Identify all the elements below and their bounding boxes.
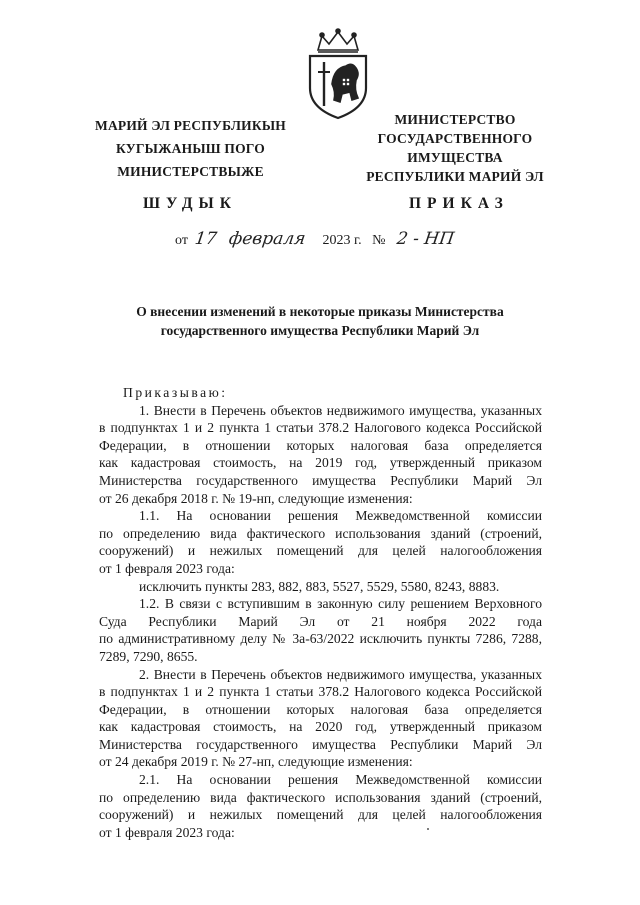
header-right-line: ИМУЩЕСТВА [407, 150, 503, 165]
body-line: 1.1. На основании решения Межведомственной комиссии [139, 508, 542, 524]
body-line: Федерации, в отношении которых налоговая база определяется [99, 437, 542, 453]
dateline-number-sign: № [372, 233, 386, 248]
ministry-name-mari [88, 116, 293, 185]
body-line: как кадастровая стоимость, на 2019 год, утвержденный приказом [99, 455, 542, 471]
order-word: Приказываю: [123, 385, 228, 400]
header-right-line: ГОСУДАРСТВЕННОГО [377, 131, 533, 146]
ministry-name-russian [355, 110, 555, 186]
dateline-day-handwritten: 17 [194, 229, 219, 249]
body-line: в подпунктах 1 и 2 пункта 1 статьи 378.2 Налогового кодекса Российской [99, 684, 542, 700]
body-line: 2. Внести в Перечень объектов недвижимого имущества, указанных [139, 666, 542, 682]
order-body [99, 384, 542, 841]
header-right-line: РЕСПУБЛИКИ МАРИЙ ЭЛ [366, 169, 544, 184]
dateline-month-handwritten: февраля [227, 229, 307, 249]
dateline-number-handwritten: 2 - НП [395, 229, 456, 249]
header-right-line: МИНИСТЕРСТВО [394, 112, 516, 127]
body-line: от 26 декабря 2018 г. № 19-нп, следующие изменения: [99, 490, 413, 506]
body-line: 2.1. На основании решения Межведомственной комиссии [139, 772, 542, 788]
body-line: в подпунктах 1 и 2 пункта 1 статьи 378.2 Налогового кодекса Российской [99, 420, 542, 436]
body-line: 1.2. В связи с вступившим в законную силу решением Верховного [139, 596, 542, 612]
dateline-year: 2023 г. [322, 233, 362, 248]
body-line: от 24 декабря 2019 г. № 27-нп, следующие изменения: [99, 754, 413, 770]
coat-of-arms-emblem [302, 28, 374, 122]
order-dateline [175, 229, 454, 249]
body-line: Суда Республики Марий Эл от 21 ноября 2022 года [99, 613, 542, 629]
order-title [100, 302, 540, 340]
body-line: от 1 февраля 2023 года: [99, 560, 235, 576]
body-line: Федерации, в отношении которых налоговая база определяется [99, 701, 542, 717]
body-line: по определению вида фактического использования зданий (строений, [99, 789, 542, 805]
body-line: исключить пункты 283, 882, 883, 5527, 5529, 5580, 8243, 8883. [139, 578, 500, 594]
body-line: Министерства государственного имущества Республики Марий Эл [99, 472, 542, 488]
body-line: по определению вида фактического использования зданий (строений, [99, 525, 542, 541]
body-line: от 1 февраля 2023 года: [99, 824, 235, 840]
body-line: Министерства государственного имущества Республики Марий Эл [99, 736, 542, 752]
title-line: О внесении изменений в некоторые приказы Министерства [136, 304, 504, 319]
scan-speck [427, 828, 429, 830]
header-left-line: КУГЫЖАНЫШ ПОГО [116, 141, 265, 156]
body-line: 1. Внести в Перечень объектов недвижимого имущества, указанных [139, 402, 542, 418]
body-line: сооружений) и нежилых помещений для целей налогообложения [99, 807, 542, 823]
body-line: по административному делу № 3а-63/2022 исключить пункты 7286, 7288, [99, 631, 542, 647]
dateline-from: от [175, 233, 188, 248]
doc-type-mari: ШУДЫК [143, 195, 237, 212]
title-line: государственного имущества Республики Марий Эл [160, 323, 480, 338]
header-left-line: МИНИСТЕРСТВЫЖЕ [117, 164, 264, 179]
body-line: сооружений) и нежилых помещений для целей налогообложения [99, 543, 542, 559]
body-line: 7289, 7290, 8655. [99, 648, 198, 664]
header-left-line: МАРИЙ ЭЛ РЕСПУБЛИКЫН [95, 118, 286, 133]
body-line: как кадастровая стоимость, на 2020 год, утвержденный приказом [99, 719, 542, 735]
doc-type-russian: ПРИКАЗ [409, 195, 509, 212]
